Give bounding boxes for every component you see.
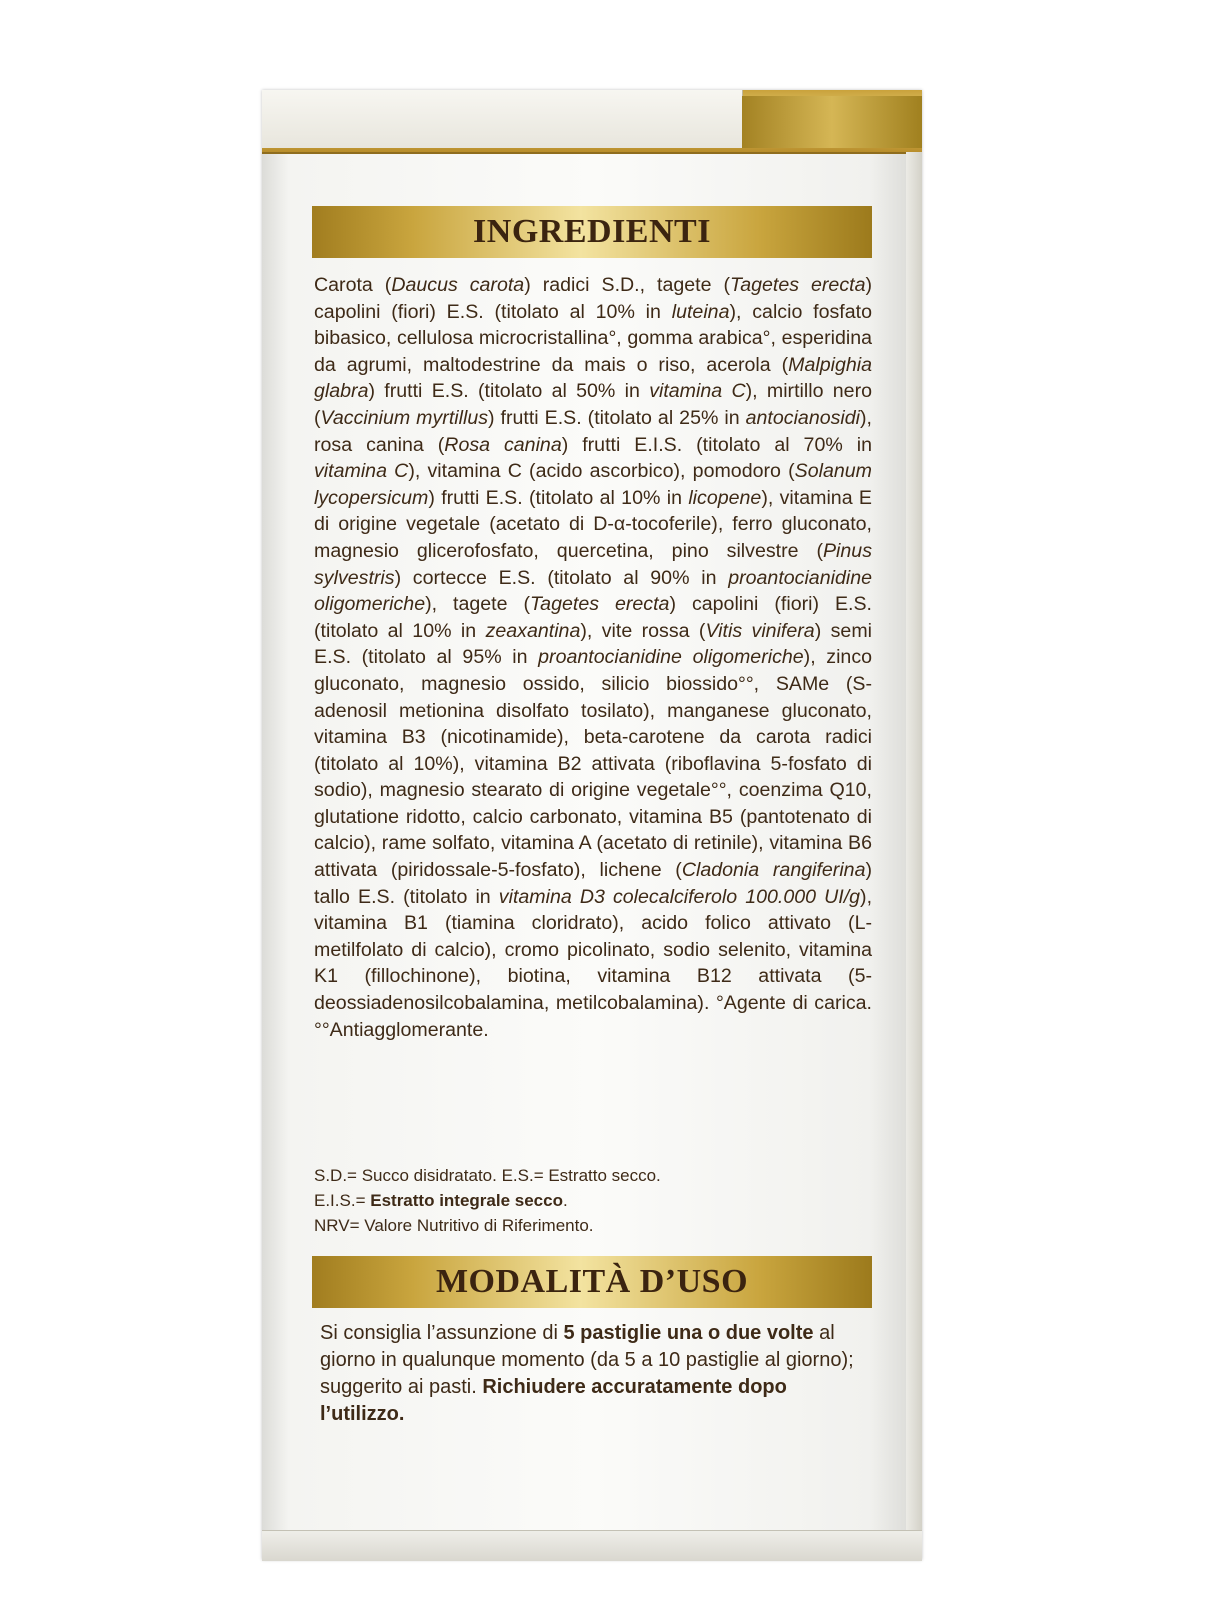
package-bottom-flap [262,1530,922,1561]
package-top-flap-white [262,90,743,148]
modalita-title: MODALITÀ D’USO [435,1263,749,1300]
note-eis: E.I.S.= Estratto integrale secco. [314,1191,568,1210]
abbreviation-notes [314,1163,872,1238]
note-nrv: NRV= Valore Nutritivo di Riferimento. [314,1216,594,1235]
ingredienti-text: Carota (Daucus carota) radici S.D., tagete (Tagetes erecta) capolini (fiori) E.S. (titolato al 10% in luteina), calcio fosfato bibasico, cellulosa microcristallina°, gomma arabica°, esperidina da agrumi, maltodestrine da mais o riso, acerola (Malpighia glabra) frutti E.S. (titolato al 50% in vitamina C), mirtillo nero (Vaccinium myrtillus) frutti E.S. (titolato al 25% in antocianosidi), rosa canina (Rosa canina) frutti E.I.S. (titolato al 70% in vitamina C), vitamina C (acido ascorbico), pomodoro (Solanum lycopersicum) frutti E.S. (titolato al 10% in licopene), vitamina E di origine vegetale (acetato di D-α-tocoferile), ferro gluconato, magnesio glicerofosfato, quercetina, pino silvestre (Pinus sylvestris) cortecce E.S. (titolato al 90% in proantocianidine oligomeriche), tagete (Tagetes erecta) capolini (fiori) E.S. (titolato al 10% in zeaxantina), vite rossa (Vitis vinifera) semi E.S. (titolato al 95% in proantocianidine oligomeriche), zinco gluconato, magnesio ossido, silicio biossido°°, SAMe (S-adenosil metionina disolfato tosilato), manganese gluconato, vitamina B3 (nicotinamide), beta-carotene da carota radici (titolato al 10%), vitamina B2 attivata (riboflavina 5-fosfato di sodio), magnesio stearato di origine vegetale°°, coenzima Q10, glutatione ridotto, calcio carbonato, vitamina B5 (pantotenato di calcio), rame solfato, vitamina A (acetato di retinile), vitamina B6 attivata (piridossale-5-fosfato), lichene (Cladonia rangiferina) tallo E.S. (titolato in vitamina D3 colecalciferolo 100.000 UI/g), vitamina B1 (tiamina cloridrato), acido folico attivato (L-metilfolato di calcio), cromo picolinato, sodio selenito, vitamina K1 (fillochinone), biotina, vitamina B12 attivata (5-deossiadenosilcobalamina, metilcobalamina). °Agente di carica. °°Antiagglomerante. [314,274,873,1041]
ingredienti-title: INGREDIENTI [473,213,711,250]
package-top-flap-gold [742,96,922,148]
modalita-banner [312,1256,872,1308]
ingredienti-banner [312,206,872,258]
usage-text: Si consiglia l’assunzione di 5 pastiglie una o due volte al giorno in qualunque momento (da 5 a 10 pastiglie al giorno); suggerito ai pasti. Richiudere accuratamente dopo l’utilizzo. [320,1322,854,1425]
package-right-edge [906,152,922,1530]
note-sd: S.D.= Succo disidratato. E.S.= Estratto secco. [314,1166,661,1185]
